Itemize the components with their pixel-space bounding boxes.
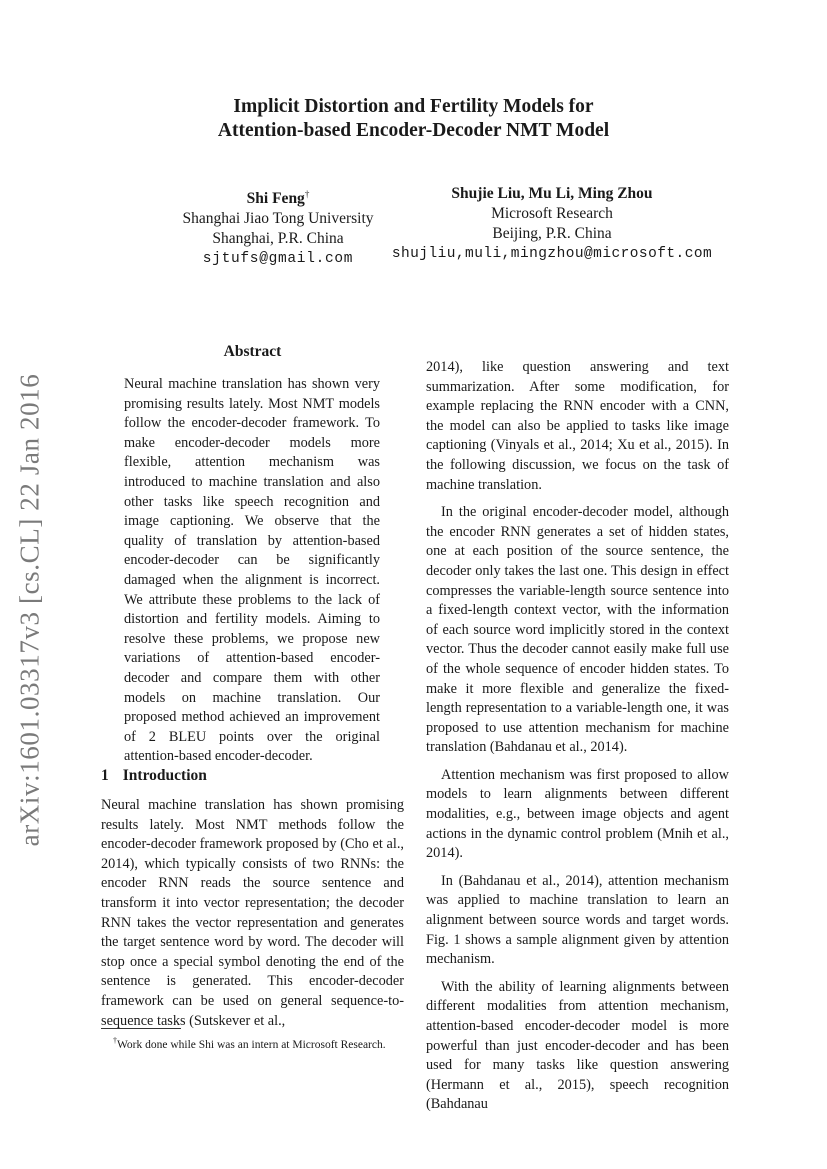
paragraph: Attention mechanism was first proposed to allow models to learn alignments between different modalities, e.g., between image objects and agent actions in the dynamic control problem (Mnih et al., 2014). (426, 766, 729, 862)
footnote (101, 1033, 404, 1053)
author-email[interactable]: sjtufs@gmail.com (202, 251, 354, 268)
author-location: Beijing, P.R. China (492, 225, 612, 242)
author-location: Shanghai, P.R. China (212, 230, 344, 248)
right-column-body (426, 358, 729, 1123)
section-number: 1 (101, 767, 109, 784)
author-name: Shi Feng† (246, 189, 310, 208)
title-line-2: Attention-based Encoder-Decoder NMT Model (217, 120, 610, 141)
title-line-1: Implicit Distortion and Fertility Models for (233, 96, 594, 117)
left-column-body (101, 796, 404, 1039)
arxiv-stamp: arXiv:1601.03317v3 [cs.CL] 22 Jan 2016 (14, 373, 45, 847)
author-block-1 (158, 184, 398, 269)
paragraph: In the original encoder-decoder model, although the encoder RNN generates a set of hidden states, one at each position of the source sentence, the decoder only takes the last one. This design in effect compresses the variable-length source sentence into a fixed-length context vector, with the information of each source word implicitly stored in the context vector. Thus the decoder cannot easily make full use of the whole sequence of encoder hidden states. To make it more flexible and generalize the fixed-length representation to a variable-length one, it was proposed to use attention mechanism for machine translation (Bahdanau et al., 2014). (426, 504, 729, 756)
author-name: Shujie Liu, Mu Li, Ming Zhou (451, 185, 653, 202)
section-title: Introduction (122, 767, 207, 784)
author-footnote-mark: † (304, 189, 310, 199)
footnote-mark: † (113, 1036, 117, 1045)
abstract-text: Neural machine translation has shown very promising results lately. Most NMT models follow the encoder-decoder framework. To make encoder-decoder models more flexible, attention mechanism was introduced to machine translation and also other tasks like speech recognition and image captioning. We observe that the quality of translation by attention-based encoder-decoder can be significantly damaged when the alignment is incorrect. We attribute these problems to the lack of distortion and fertility models. Aiming to resolve these problems, we propose new variations of attention-based encoder-decoder and compare them with other models on machine translation. Our proposed method achieved an improvement of 2 BLEU points over the original attention-based encoder-decoder. (124, 376, 380, 765)
section-heading (101, 767, 207, 785)
footnote-text: Work done while Shi was an intern at Microsoft Research. (117, 1038, 386, 1051)
arxiv-sidebar (10, 365, 50, 855)
author-block-2 (377, 184, 727, 264)
author-affiliation: Shanghai Jiao Tong University (182, 210, 374, 228)
author-email[interactable]: shujliu,muli,mingzhou@microsoft.com (391, 246, 713, 262)
paragraph: Neural machine translation has shown promising results lately. Most NMT methods follow the encoder-decoder framework proposed by (Cho et al., 2014), which typically consists of two RNNs: the encoder RNN reads the source sentence and transform it into vector representation; the decoder RNN takes the vector representation and generates the target sentence word by word. The decoder will stop once a special symbol denoting the end of the sentence is generated. This encoder-decoder framework can be used on general sequence-to-sequence tasks (Sutskever et al., (101, 797, 404, 1029)
paragraph: With the ability of learning alignments between different modalities from attention mechanism, attention-based encoder-decoder model is more powerful than just encoder-decoder and has been used for many tasks like question answering (Hermann et al., 2015), speech recognition (Bahdanau (426, 978, 729, 1113)
author-affiliation: Microsoft Research (491, 205, 613, 222)
paragraph: 2014), like question answering and text summarization. After some modification, for example replacing the RNN encoder with a CNN, the model can also be applied to tasks like image captioning (Vinyals et al., 2014; Xu et al., 2015). In the following discussion, we focus on the task of machine translation. (426, 359, 729, 493)
footnote-rule (101, 1028, 181, 1029)
paragraph: In (Bahdanau et al., 2014), attention mechanism was applied to machine translation to learn an alignment between source words and target words. Fig. 1 shows a sample alignment given by attention mechanism. (426, 872, 729, 968)
paper-title (0, 95, 827, 143)
abstract-heading: Abstract (223, 343, 282, 360)
